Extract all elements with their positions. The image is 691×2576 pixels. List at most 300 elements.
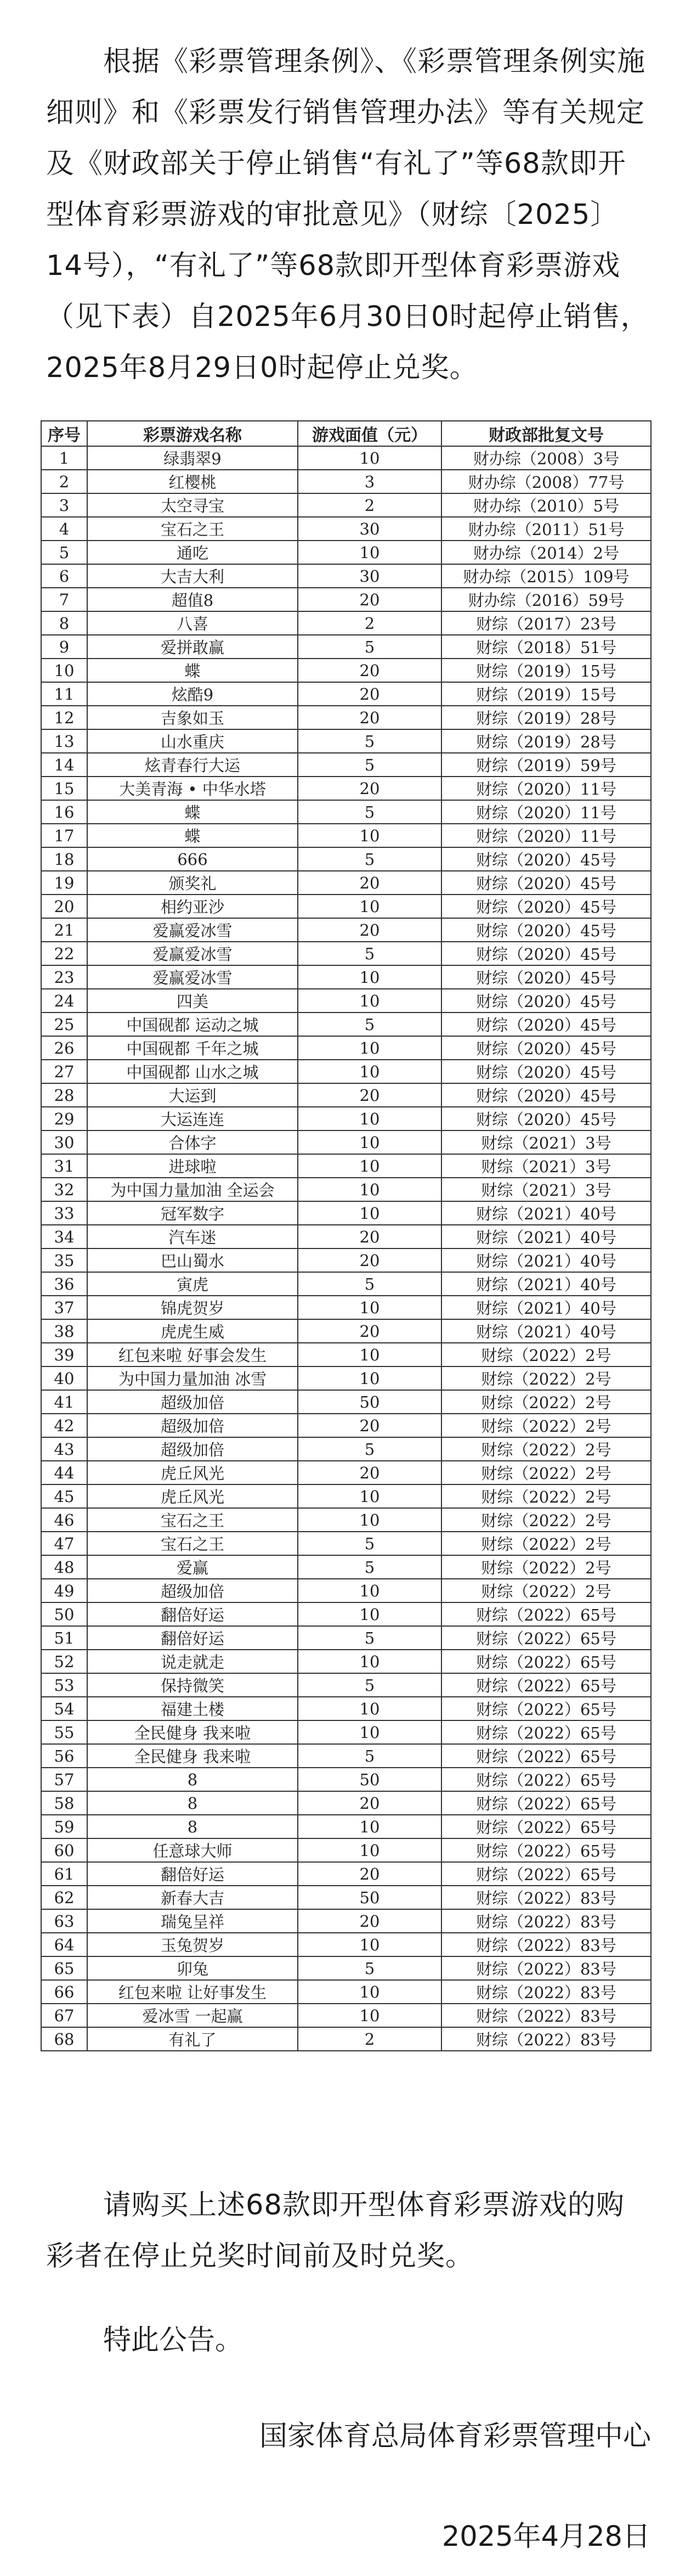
cell-face-value: 10 — [298, 1579, 441, 1602]
cell-game-name: 爱赢 — [87, 1555, 298, 1579]
cell-game-name: 玉兔贺岁 — [87, 1933, 298, 1956]
cell-face-value: 20 — [298, 918, 441, 942]
games-table-container — [41, 420, 650, 2051]
cell-face-value: 20 — [298, 659, 441, 682]
cell-face-value: 10 — [298, 965, 441, 989]
cell-face-value: 10 — [298, 1815, 441, 1838]
cell-game-name: 中国砚都 运动之城 — [87, 1013, 298, 1036]
cell-approval-number: 财综（2019）15号 — [441, 659, 651, 682]
cell-face-value: 20 — [298, 1319, 441, 1343]
cell-index: 14 — [41, 753, 87, 777]
cell-approval-number: 财综（2020）11号 — [441, 777, 651, 800]
cell-index: 12 — [41, 706, 87, 729]
cell-approval-number: 财综（2022）83号 — [441, 1980, 651, 2004]
cell-index: 56 — [41, 1744, 87, 1768]
cell-face-value: 10 — [298, 1980, 441, 2004]
table-row — [41, 942, 651, 965]
cell-game-name: 宝石之王 — [87, 1508, 298, 1532]
cell-approval-number: 财办综（2008）77号 — [441, 470, 651, 493]
cell-game-name: 福建土楼 — [87, 1697, 298, 1720]
cell-face-value: 10 — [298, 989, 441, 1013]
cell-index: 45 — [41, 1484, 87, 1508]
table-header-row — [41, 421, 651, 446]
table-row — [41, 541, 651, 564]
cell-face-value: 30 — [298, 517, 441, 541]
cell-index: 9 — [41, 635, 87, 659]
cell-game-name: 超级加倍 — [87, 1437, 298, 1461]
table-row — [41, 1508, 651, 1532]
cell-index: 68 — [41, 2027, 87, 2051]
cell-game-name: 爱冰雪 一起赢 — [87, 2004, 298, 2027]
table-row — [41, 1909, 651, 1933]
cell-index: 51 — [41, 1626, 87, 1650]
table-row — [41, 1602, 651, 1626]
cell-game-name: 8 — [87, 1768, 298, 1791]
cell-game-name: 瑞兔呈祥 — [87, 1909, 298, 1933]
cell-approval-number: 财综（2022）2号 — [441, 1437, 651, 1461]
cell-face-value: 10 — [298, 1838, 441, 1862]
cell-approval-number: 财办综（2010）5号 — [441, 493, 651, 517]
cell-face-value: 5 — [298, 942, 441, 965]
cell-approval-number: 财综（2020）11号 — [441, 824, 651, 847]
cell-index: 53 — [41, 1673, 87, 1697]
table-row — [41, 1366, 651, 1390]
cell-index: 64 — [41, 1933, 87, 1956]
table-row — [41, 1036, 651, 1060]
cell-approval-number: 财综（2022）2号 — [441, 1484, 651, 1508]
cell-index: 11 — [41, 682, 87, 706]
cell-face-value: 50 — [298, 1768, 441, 1791]
cell-face-value: 5 — [298, 1673, 441, 1697]
cell-approval-number: 财综（2022）65号 — [441, 1626, 651, 1650]
table-row — [41, 2004, 651, 2027]
table-body — [41, 446, 651, 2051]
cell-approval-number: 财综（2022）83号 — [441, 1909, 651, 1933]
cell-face-value: 20 — [298, 1791, 441, 1815]
cell-approval-number: 财综（2022）2号 — [441, 1366, 651, 1390]
cell-game-name: 冠军数字 — [87, 1201, 298, 1225]
cell-face-value: 10 — [298, 1650, 441, 1673]
cell-approval-number: 财综（2021）40号 — [441, 1225, 651, 1248]
cell-face-value: 10 — [298, 1036, 441, 1060]
table-row — [41, 1956, 651, 1980]
cell-index: 47 — [41, 1532, 87, 1555]
table-row — [41, 989, 651, 1013]
cell-face-value: 50 — [298, 1886, 441, 1909]
cell-face-value: 10 — [298, 895, 441, 918]
cell-face-value: 5 — [298, 635, 441, 659]
cell-index: 32 — [41, 1178, 87, 1201]
cell-approval-number: 财综（2022）2号 — [441, 1343, 651, 1366]
cell-game-name: 宝石之王 — [87, 517, 298, 541]
cell-index: 27 — [41, 1060, 87, 1083]
cell-game-name: 大运到 — [87, 1083, 298, 1107]
table-row — [41, 2027, 651, 2051]
cell-approval-number: 财综（2022）65号 — [441, 1862, 651, 1886]
cell-game-name: 锦虎贺岁 — [87, 1296, 298, 1319]
cell-index: 52 — [41, 1650, 87, 1673]
cell-index: 29 — [41, 1107, 87, 1130]
cell-face-value: 10 — [298, 1201, 441, 1225]
cell-game-name: 大美青海 • 中华水塔 — [87, 777, 298, 800]
cell-game-name: 太空寻宝 — [87, 493, 298, 517]
cell-face-value: 20 — [298, 706, 441, 729]
cell-game-name: 超值8 — [87, 588, 298, 611]
cell-face-value: 20 — [298, 1083, 441, 1107]
cell-face-value: 20 — [298, 1909, 441, 1933]
cell-index: 59 — [41, 1815, 87, 1838]
cell-face-value: 10 — [298, 1366, 441, 1390]
table-row — [41, 1414, 651, 1437]
cell-face-value: 10 — [298, 1130, 441, 1154]
cell-approval-number: 财综（2022）2号 — [441, 1532, 651, 1555]
cell-index: 7 — [41, 588, 87, 611]
table-row — [41, 682, 651, 706]
cell-face-value: 20 — [298, 588, 441, 611]
cell-approval-number: 财办综（2014）2号 — [441, 541, 651, 564]
cell-approval-number: 财综（2020）45号 — [441, 871, 651, 895]
cell-face-value: 10 — [298, 1933, 441, 1956]
cell-approval-number: 财办综（2016）59号 — [441, 588, 651, 611]
cell-index: 33 — [41, 1201, 87, 1225]
table-row — [41, 1130, 651, 1154]
cell-index: 10 — [41, 659, 87, 682]
cell-approval-number: 财综（2021）3号 — [441, 1178, 651, 1201]
cell-index: 26 — [41, 1036, 87, 1060]
cell-game-name: 山水重庆 — [87, 729, 298, 753]
table-row — [41, 1720, 651, 1744]
cell-index: 4 — [41, 517, 87, 541]
cell-approval-number: 财综（2020）45号 — [441, 989, 651, 1013]
cell-face-value: 2 — [298, 2027, 441, 2051]
cell-approval-number: 财综（2022）2号 — [441, 1555, 651, 1579]
cell-game-name: 绿翡翠9 — [87, 446, 298, 470]
cell-face-value: 50 — [298, 1390, 441, 1414]
table-row — [41, 824, 651, 847]
table-row — [41, 1484, 651, 1508]
cell-index: 40 — [41, 1366, 87, 1390]
cell-approval-number: 财综（2022）83号 — [441, 1933, 651, 1956]
table-row — [41, 659, 651, 682]
cell-approval-number: 财综（2020）45号 — [441, 1013, 651, 1036]
intro-paragraph: 根据《彩票管理条例》、《彩票管理条例实施细则》和《彩票发行销售管理办法》等有关规定及《财政部关于停止销售“有礼了”等68款即开型体育彩票游戏的审批意见》（财综〔2025〕14号），“有礼了”等68款即开型体育彩票游戏（见下表）自2025年6月30日0时起停止销售，2025年8月29日0时起停止兑奖。 — [46, 46, 649, 384]
cell-approval-number: 财综（2022）83号 — [441, 1956, 651, 1980]
cell-face-value: 10 — [298, 1343, 441, 1366]
cell-game-name: 全民健身 我来啦 — [87, 1720, 298, 1744]
table-row — [41, 895, 651, 918]
cell-approval-number: 财综（2022）65号 — [441, 1815, 651, 1838]
cell-face-value: 20 — [298, 871, 441, 895]
cell-approval-number: 财综（2022）2号 — [441, 1414, 651, 1437]
cell-game-name: 666 — [87, 847, 298, 871]
cell-game-name: 合体字 — [87, 1130, 298, 1154]
header-approval-number: 财政部批复文号 — [441, 421, 651, 446]
cell-approval-number: 财办综（2015）109号 — [441, 564, 651, 588]
cell-game-name: 超级加倍 — [87, 1390, 298, 1414]
cell-index: 46 — [41, 1508, 87, 1532]
cell-index: 17 — [41, 824, 87, 847]
table-row — [41, 1319, 651, 1343]
cell-face-value: 2 — [298, 493, 441, 517]
cell-face-value: 10 — [298, 1296, 441, 1319]
cell-game-name: 翻倍好运 — [87, 1626, 298, 1650]
cell-face-value: 5 — [298, 1555, 441, 1579]
cell-approval-number: 财综（2020）45号 — [441, 1036, 651, 1060]
cell-index: 5 — [41, 541, 87, 564]
table-row — [41, 965, 651, 989]
cell-approval-number: 财综（2019）59号 — [441, 753, 651, 777]
table-row — [41, 446, 651, 470]
cell-index: 28 — [41, 1083, 87, 1107]
cell-index: 54 — [41, 1697, 87, 1720]
cell-index: 15 — [41, 777, 87, 800]
cell-approval-number: 财办综（2011）51号 — [441, 517, 651, 541]
cell-index: 62 — [41, 1886, 87, 1909]
table-row — [41, 1886, 651, 1909]
cell-face-value: 3 — [298, 470, 441, 493]
cell-game-name: 四美 — [87, 989, 298, 1013]
cell-face-value: 5 — [298, 1744, 441, 1768]
cell-approval-number: 财综（2021）40号 — [441, 1248, 651, 1272]
cell-game-name: 蝶 — [87, 800, 298, 824]
cell-approval-number: 财综（2022）2号 — [441, 1461, 651, 1484]
header-game-name: 彩票游戏名称 — [87, 421, 298, 446]
cell-index: 31 — [41, 1154, 87, 1178]
cell-face-value: 10 — [298, 1178, 441, 1201]
cell-index: 48 — [41, 1555, 87, 1579]
table-row — [41, 1083, 651, 1107]
cell-face-value: 2 — [298, 611, 441, 635]
cell-approval-number: 财综（2020）45号 — [441, 918, 651, 942]
cell-face-value: 10 — [298, 1484, 441, 1508]
cell-index: 57 — [41, 1768, 87, 1791]
table-row — [41, 470, 651, 493]
cell-approval-number: 财综（2021）40号 — [441, 1296, 651, 1319]
cell-game-name: 虎丘风光 — [87, 1461, 298, 1484]
cell-approval-number: 财综（2019）28号 — [441, 729, 651, 753]
table-row — [41, 1013, 651, 1036]
cell-approval-number: 财综（2021）3号 — [441, 1154, 651, 1178]
cell-index: 13 — [41, 729, 87, 753]
cell-face-value: 5 — [298, 753, 441, 777]
cell-index: 50 — [41, 1602, 87, 1626]
cell-face-value: 10 — [298, 824, 441, 847]
cell-approval-number: 财综（2022）2号 — [441, 1579, 651, 1602]
cell-face-value: 5 — [298, 1626, 441, 1650]
cell-approval-number: 财综（2021）40号 — [441, 1272, 651, 1296]
cell-index: 44 — [41, 1461, 87, 1484]
notice-text: 特此公告。 — [103, 2324, 243, 2356]
table-row — [41, 611, 651, 635]
cell-game-name: 说走就走 — [87, 1650, 298, 1673]
cell-game-name: 新春大吉 — [87, 1886, 298, 1909]
cell-game-name: 颁奖礼 — [87, 871, 298, 895]
cell-face-value: 5 — [298, 1956, 441, 1980]
cell-approval-number: 财综（2022）83号 — [441, 2004, 651, 2027]
cell-index: 25 — [41, 1013, 87, 1036]
table-row — [41, 1980, 651, 2004]
cell-index: 41 — [41, 1390, 87, 1414]
cell-index: 43 — [41, 1437, 87, 1461]
cell-game-name: 超级加倍 — [87, 1414, 298, 1437]
table-row — [41, 1862, 651, 1886]
cell-game-name: 汽车迷 — [87, 1225, 298, 1248]
cell-face-value: 10 — [298, 1602, 441, 1626]
games-table — [41, 420, 652, 2051]
cell-face-value: 20 — [298, 1248, 441, 1272]
cell-face-value: 20 — [298, 682, 441, 706]
cell-index: 1 — [41, 446, 87, 470]
cell-approval-number: 财办综（2008）3号 — [441, 446, 651, 470]
cell-approval-number: 财综（2022）65号 — [441, 1697, 651, 1720]
cell-index: 60 — [41, 1838, 87, 1862]
table-row — [41, 635, 651, 659]
cell-face-value: 10 — [298, 1107, 441, 1130]
table-row — [41, 1154, 651, 1178]
cell-face-value: 20 — [298, 777, 441, 800]
cell-game-name: 任意球大师 — [87, 1838, 298, 1862]
table-row — [41, 1555, 651, 1579]
cell-game-name: 蝶 — [87, 659, 298, 682]
cell-index: 37 — [41, 1296, 87, 1319]
cell-approval-number: 财综（2020）45号 — [441, 1107, 651, 1130]
cell-face-value: 10 — [298, 1154, 441, 1178]
cell-index: 42 — [41, 1414, 87, 1437]
table-row — [41, 588, 651, 611]
cell-game-name: 爱赢爱冰雪 — [87, 918, 298, 942]
table-row — [41, 1838, 651, 1862]
table-row — [41, 1107, 651, 1130]
cell-approval-number: 财综（2022）65号 — [441, 1650, 651, 1673]
cell-game-name: 虎虎生威 — [87, 1319, 298, 1343]
cell-face-value: 20 — [298, 1461, 441, 1484]
cell-game-name: 进球啦 — [87, 1154, 298, 1178]
cell-approval-number: 财综（2022）83号 — [441, 2027, 651, 2051]
cell-index: 20 — [41, 895, 87, 918]
table-row — [41, 1390, 651, 1414]
table-row — [41, 1697, 651, 1720]
table-row — [41, 706, 651, 729]
table-row — [41, 1343, 651, 1366]
cell-face-value: 5 — [298, 1437, 441, 1461]
cell-index: 58 — [41, 1791, 87, 1815]
cell-game-name: 爱拼敢赢 — [87, 635, 298, 659]
cell-game-name: 红樱桃 — [87, 470, 298, 493]
cell-face-value: 5 — [298, 847, 441, 871]
table-row — [41, 564, 651, 588]
header-face-value: 游戏面值（元） — [298, 421, 441, 446]
cell-index: 36 — [41, 1272, 87, 1296]
cell-game-name: 大运连连 — [87, 1107, 298, 1130]
cell-index: 55 — [41, 1720, 87, 1744]
table-row — [41, 1178, 651, 1201]
cell-approval-number: 财综（2022）2号 — [441, 1390, 651, 1414]
cell-game-name: 炫青春行大运 — [87, 753, 298, 777]
cell-index: 19 — [41, 871, 87, 895]
table-row — [41, 1650, 651, 1673]
cell-approval-number: 财综（2020）45号 — [441, 1060, 651, 1083]
cell-approval-number: 财综（2022）65号 — [441, 1838, 651, 1862]
table-row — [41, 871, 651, 895]
cell-index: 67 — [41, 2004, 87, 2027]
table-row — [41, 1060, 651, 1083]
cell-approval-number: 财综（2021）40号 — [441, 1319, 651, 1343]
cell-index: 8 — [41, 611, 87, 635]
cell-index: 21 — [41, 918, 87, 942]
table-row — [41, 1437, 651, 1461]
cell-game-name: 八喜 — [87, 611, 298, 635]
cell-index: 39 — [41, 1343, 87, 1366]
table-row — [41, 1201, 651, 1225]
cell-face-value: 5 — [298, 1532, 441, 1555]
cell-game-name: 爱赢爱冰雪 — [87, 942, 298, 965]
cell-approval-number: 财综（2022）65号 — [441, 1673, 651, 1697]
cell-game-name: 有礼了 — [87, 2027, 298, 2051]
cell-index: 49 — [41, 1579, 87, 1602]
cell-game-name: 巴山蜀水 — [87, 1248, 298, 1272]
table-row — [41, 1744, 651, 1768]
table-row — [41, 1768, 651, 1791]
cell-game-name: 翻倍好运 — [87, 1602, 298, 1626]
cell-index: 22 — [41, 942, 87, 965]
cell-game-name: 为中国力量加油 冰雪 — [87, 1366, 298, 1390]
cell-game-name: 蝶 — [87, 824, 298, 847]
cell-approval-number: 财综（2021）40号 — [441, 1201, 651, 1225]
cell-game-name: 为中国力量加油 全运会 — [87, 1178, 298, 1201]
cell-face-value: 20 — [298, 1225, 441, 1248]
cell-index: 23 — [41, 965, 87, 989]
cell-game-name: 炫酷9 — [87, 682, 298, 706]
cell-approval-number: 财综（2020）45号 — [441, 1083, 651, 1107]
cell-approval-number: 财综（2021）3号 — [441, 1130, 651, 1154]
cell-game-name: 中国砚都 山水之城 — [87, 1060, 298, 1083]
table-row — [41, 517, 651, 541]
issue-date: 2025年4月28日 — [441, 2521, 650, 2553]
cell-game-name: 吉象如玉 — [87, 706, 298, 729]
cell-face-value: 10 — [298, 2004, 441, 2027]
cell-approval-number: 财综（2017）23号 — [441, 611, 651, 635]
cell-face-value: 10 — [298, 1720, 441, 1744]
table-row — [41, 1272, 651, 1296]
cell-face-value: 5 — [298, 1013, 441, 1036]
cell-face-value: 5 — [298, 1272, 441, 1296]
cell-game-name: 8 — [87, 1791, 298, 1815]
cell-index: 34 — [41, 1225, 87, 1248]
header-index: 序号 — [41, 421, 87, 446]
cell-approval-number: 财综（2020）45号 — [441, 942, 651, 965]
table-row — [41, 729, 651, 753]
cell-index: 35 — [41, 1248, 87, 1272]
cell-game-name: 爱赢爱冰雪 — [87, 965, 298, 989]
table-row — [41, 1579, 651, 1602]
table-row — [41, 800, 651, 824]
cell-approval-number: 财综（2022）65号 — [441, 1768, 651, 1791]
cell-approval-number: 财综（2022）83号 — [441, 1886, 651, 1909]
cell-face-value: 5 — [298, 729, 441, 753]
cell-game-name: 全民健身 我来啦 — [87, 1744, 298, 1768]
cell-index: 61 — [41, 1862, 87, 1886]
cell-approval-number: 财综（2022）65号 — [441, 1744, 651, 1768]
table-row — [41, 1815, 651, 1838]
cell-approval-number: 财综（2020）45号 — [441, 965, 651, 989]
cell-face-value: 10 — [298, 541, 441, 564]
cell-game-name: 宝石之王 — [87, 1532, 298, 1555]
cell-approval-number: 财综（2018）51号 — [441, 635, 651, 659]
table-row — [41, 777, 651, 800]
table-row — [41, 1532, 651, 1555]
cell-game-name: 通吃 — [87, 541, 298, 564]
cell-game-name: 超级加倍 — [87, 1579, 298, 1602]
